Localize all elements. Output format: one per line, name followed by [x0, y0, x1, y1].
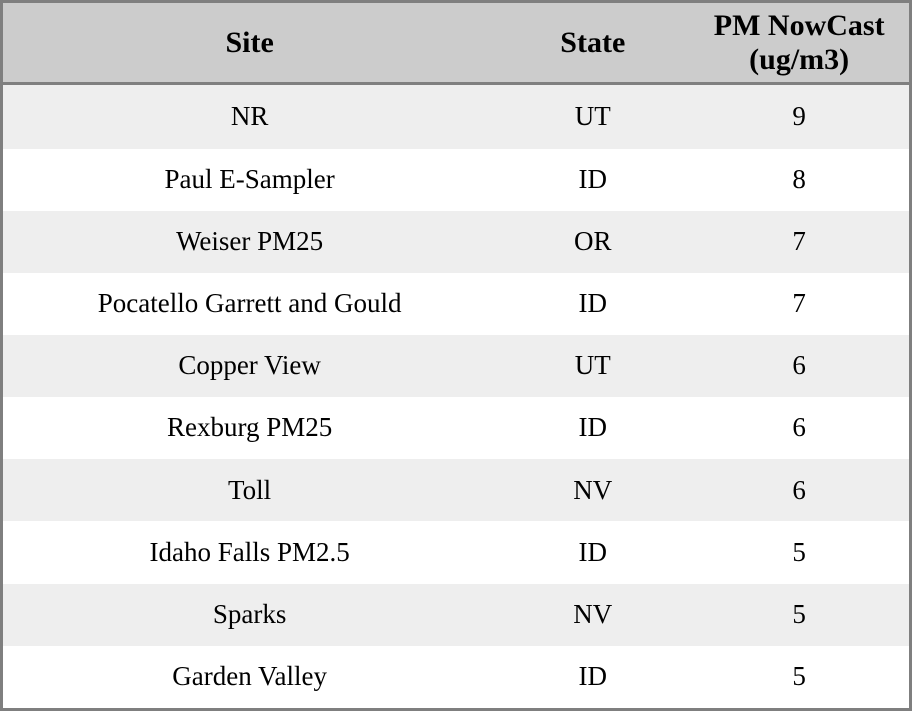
- cell-state: NV: [573, 598, 613, 629]
- table-row: [3, 273, 909, 335]
- cell-value: 6: [792, 474, 806, 505]
- cell-site: Copper View: [178, 350, 321, 381]
- cell-state: ID: [578, 163, 608, 194]
- table-header: [3, 3, 909, 84]
- table-row: [3, 211, 909, 273]
- table-row: [3, 397, 909, 459]
- cell-site: Sparks: [212, 598, 287, 629]
- cell-site: Toll: [228, 474, 272, 505]
- pm-nowcast-table: [3, 3, 909, 708]
- table-row: [3, 646, 909, 708]
- cell-site: Garden Valley: [172, 661, 327, 692]
- cell-site: NR: [230, 101, 269, 132]
- cell-state: ID: [578, 412, 608, 443]
- cell-state: ID: [578, 661, 608, 692]
- cell-state: ID: [578, 288, 608, 319]
- table-row: [3, 335, 909, 397]
- table-row: [3, 521, 909, 583]
- table-body: [3, 84, 909, 708]
- cell-value: 6: [792, 350, 806, 381]
- table-row: [3, 149, 909, 211]
- column-header-site: Site: [3, 3, 496, 84]
- cell-state: OR: [574, 225, 612, 256]
- table-header-row: [3, 3, 909, 84]
- cell-value: 5: [792, 598, 806, 629]
- cell-site: Rexburg PM25: [166, 412, 333, 443]
- cell-value: 7: [792, 225, 806, 256]
- cell-site: Pocatello Garrett and Gould: [97, 288, 402, 319]
- column-header-pm-nowcast: PM NowCast (ug/m3): [689, 3, 909, 84]
- cell-value: 5: [792, 661, 806, 692]
- cell-state: UT: [574, 101, 611, 132]
- cell-value: 9: [792, 101, 806, 132]
- column-header-state: State: [496, 3, 689, 84]
- cell-value: 8: [792, 163, 806, 194]
- cell-value: 7: [792, 288, 806, 319]
- cell-value: 5: [792, 536, 806, 567]
- table-row: [3, 84, 909, 149]
- cell-state: NV: [573, 474, 613, 505]
- cell-value: 6: [792, 412, 806, 443]
- cell-state: ID: [578, 536, 608, 567]
- cell-state: UT: [574, 350, 611, 381]
- table-row: [3, 459, 909, 521]
- table-row: [3, 584, 909, 646]
- cell-site: Idaho Falls PM2.5: [149, 536, 350, 567]
- cell-site: Paul E-Sampler: [164, 163, 335, 194]
- cell-site: Weiser PM25: [176, 225, 324, 256]
